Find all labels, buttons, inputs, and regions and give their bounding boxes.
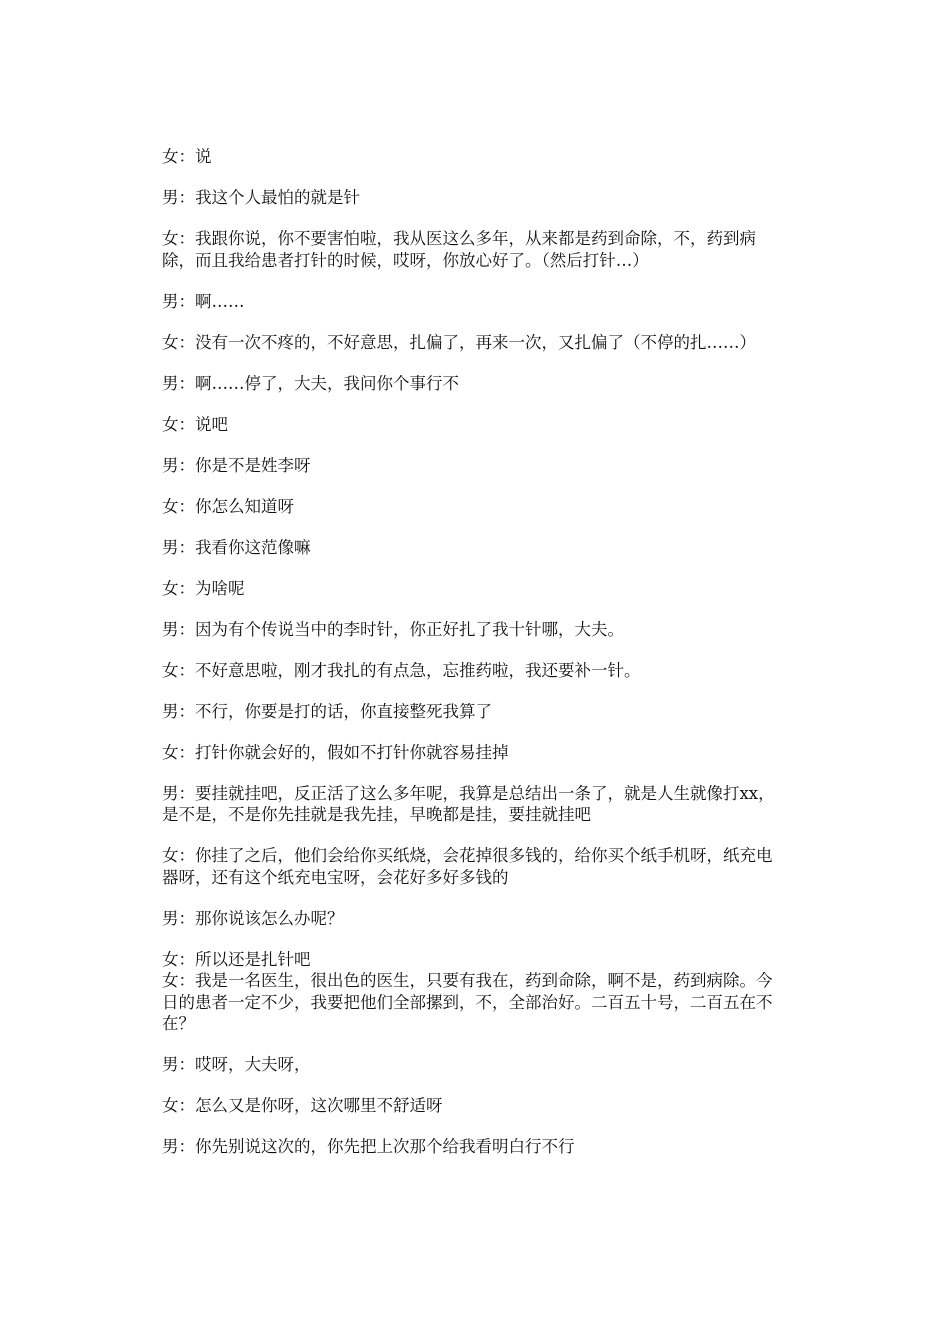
dialogue-line: 女：你怎么知道呀 — [162, 496, 294, 516]
dialogue-line: 男：要挂就挂吧，反正活了这么多年呢，我算是总结出一条了，就是人生就像打xx，是不是，不是你先挂就是我先挂，早晚都是挂，要挂就挂吧 — [162, 783, 775, 824]
dialogue-text — [162, 146, 782, 1177]
dialogue-line: 男：我这个人最怕的就是针 — [162, 188, 360, 207]
dialogue-line: 男：我看你这范像嘛 — [162, 537, 311, 557]
dialogue-line: 男：不行，你要是打的话，你直接整死我算了 — [162, 701, 492, 721]
dialogue-line: 女：没有一次不疼的，不好意思，扎偏了，再来一次，又扎偏了（不停的扎……） — [162, 332, 756, 352]
dialogue-line: 女：打针你就会好的，假如不打针你就容易挂掉 — [162, 742, 509, 762]
dialogue-line: 男：哎呀，大夫呀， — [162, 1055, 311, 1074]
dialogue-line: 女：怎么又是你呀，这次哪里不舒适呀 — [162, 1096, 443, 1115]
dialogue-line: 男：啊……停了，大夫，我问你个事行不 — [162, 373, 459, 393]
dialogue-line: 男：你先别说这次的，你先把上次那个给我看明白行不行 — [162, 1137, 575, 1156]
dialogue-line: 女：你挂了之后，他们会给你买纸烧，会花掉很多钱的，给你买个纸手机呀，纸充电器呀，还有这个纸充电宝呀，会花好多好多钱的 — [162, 846, 773, 887]
dialogue-line: 女：我是一名医生，很出色的医生，只要有我在，药到命除，啊不是，药到病除。今日的患者一定不少，我要把他们全部摞到，不，全部治好。二百五十号，二百五在不在？ — [162, 971, 773, 1033]
dialogue-line: 男：你是不是姓李呀 — [162, 455, 311, 475]
dialogue-line: 女：不好意思啦，刚才我扎的有点急，忘推药啦，我还要补一针。 — [162, 660, 641, 680]
dialogue-line: 女：所以还是扎针吧 — [162, 949, 311, 969]
dialogue-line: 女：我跟你说，你不要害怕啦，我从医这么多年，从来都是药到命除，不，药到病除，而且我给患者打针的时候，哎呀，你放心好了。（然后打针…） — [162, 229, 756, 270]
dialogue-line: 女：说 — [162, 147, 212, 166]
dialogue-line: 男：啊…… — [162, 291, 245, 311]
dialogue-line: 女：说吧 — [162, 414, 228, 434]
dialogue-line: 女：为啥呢 — [162, 578, 245, 598]
dialogue-line: 男：因为有个传说当中的李时针，你正好扎了我十针哪，大夫。 — [162, 619, 624, 639]
dialogue-line: 男：那你说该怎么办呢？ — [162, 908, 344, 928]
